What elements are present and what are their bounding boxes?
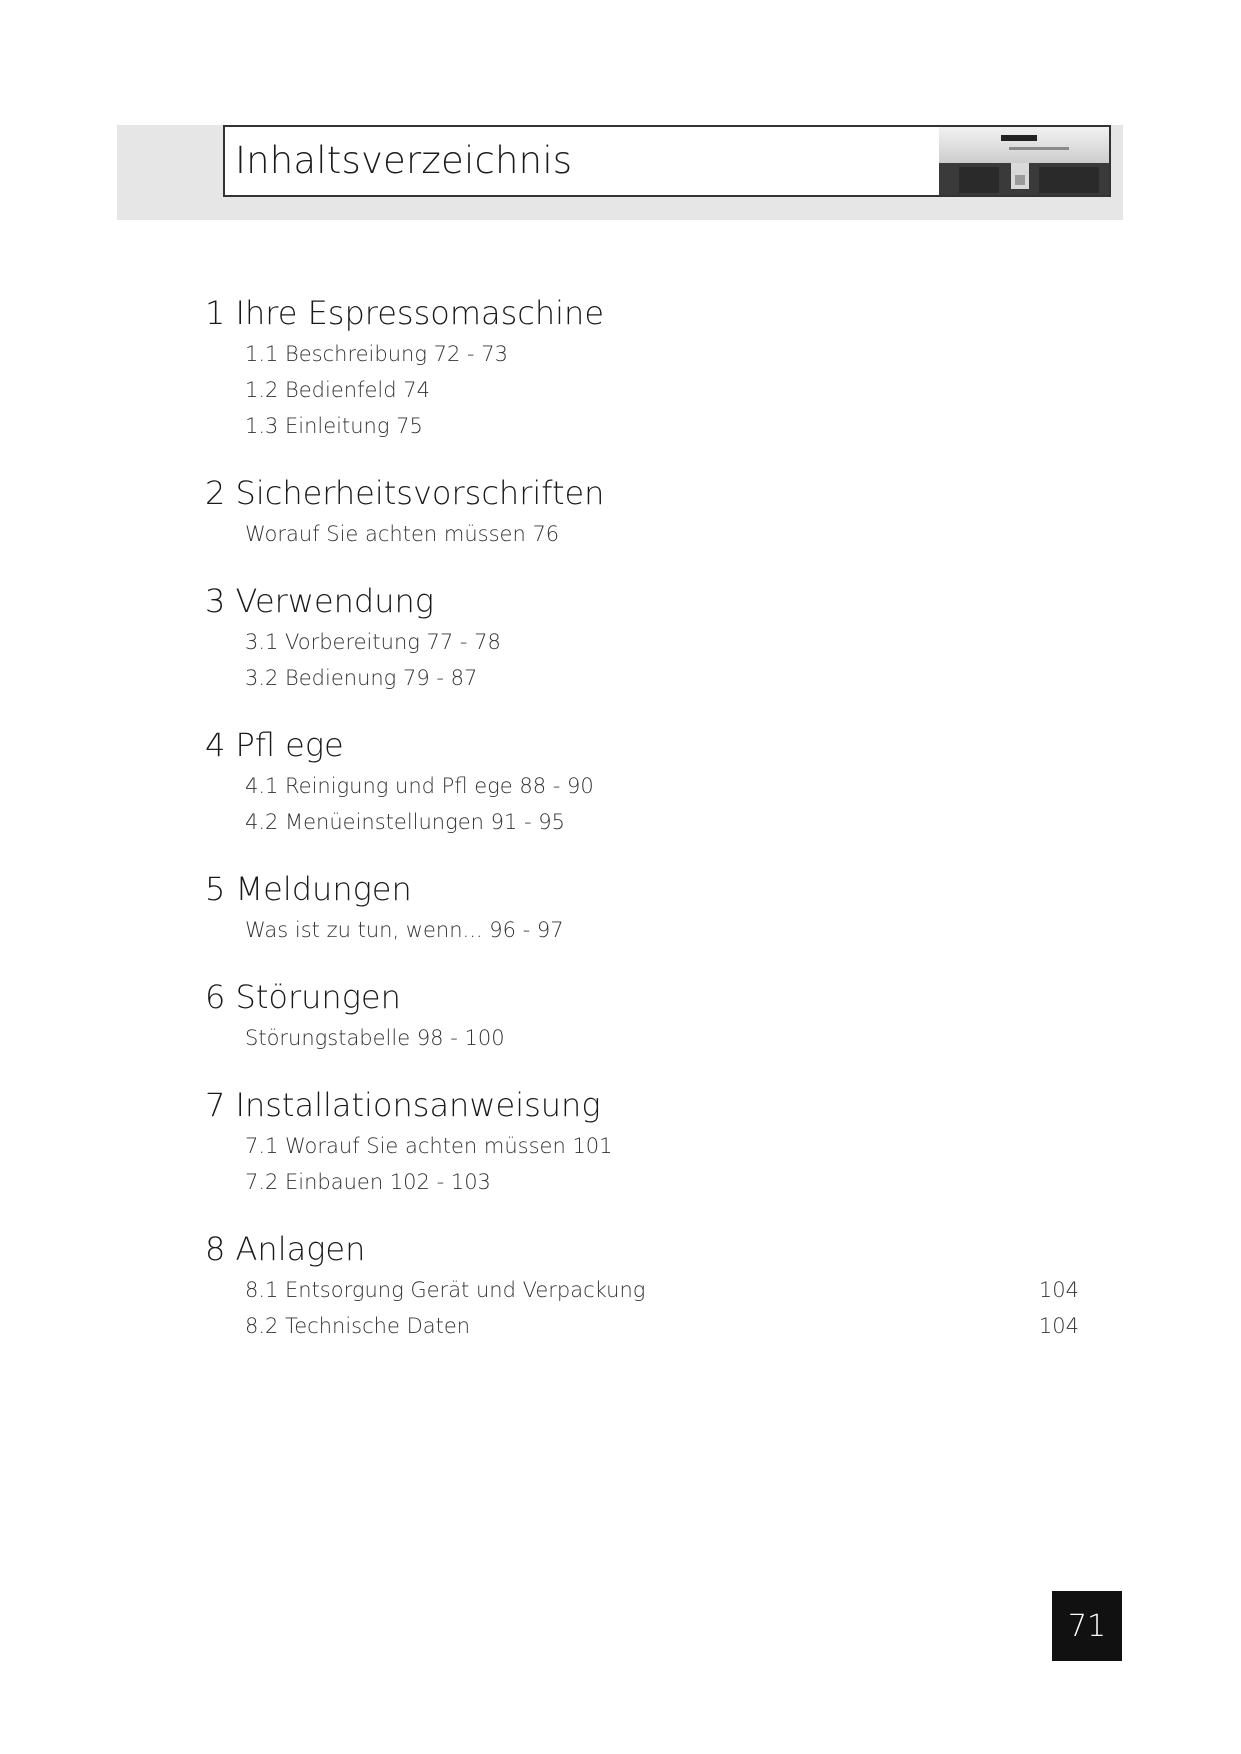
chapter-title[interactable]: 5 Meldungen <box>205 870 412 908</box>
chapter-title[interactable]: 1 Ihre Espressomaschine <box>205 294 605 332</box>
chapter-title[interactable]: 4 Pfl ege <box>205 726 344 764</box>
title-box <box>223 125 1111 197</box>
toc-entry[interactable]: 1.2 Bedienfeld 74 <box>245 378 430 402</box>
toc-entry[interactable]: Störungstabelle 98 - 100 <box>245 1026 505 1050</box>
chapter-title[interactable]: 3 Verwendung <box>205 582 434 620</box>
chapter-title[interactable]: 7 Installationsanweisung <box>205 1086 601 1124</box>
toc-entry[interactable]: 3.1 Vorbereitung 77 - 78 <box>245 630 501 654</box>
chapter-title[interactable]: 8 Anlagen <box>205 1230 366 1268</box>
toc-entry[interactable]: Was ist zu tun, wenn... 96 - 97 <box>245 918 564 942</box>
toc-entry[interactable]: 4.1 Reinigung und Pfl ege 88 - 90 <box>245 774 594 798</box>
page-title: Inhaltsverzeichnis <box>235 139 573 182</box>
toc-entry[interactable]: 1.3 Einleitung 75 <box>245 414 423 438</box>
toc-entry[interactable]: 3.2 Bedienung 79 - 87 <box>245 666 478 690</box>
toc-entry[interactable]: 8.2 Technische Daten <box>245 1314 471 1338</box>
toc-entry-page: 104 <box>1038 1278 1079 1302</box>
toc-entry[interactable]: 4.2 Menüeinstellungen 91 - 95 <box>245 810 565 834</box>
page-number: 71 <box>1052 1591 1122 1661</box>
toc-entry[interactable]: Worauf Sie achten müssen 76 <box>245 522 560 546</box>
toc-entry-page: 104 <box>1038 1314 1079 1338</box>
chapter-title[interactable]: 6 Störungen <box>205 978 401 1016</box>
espresso-machine-icon <box>939 127 1109 195</box>
chapter-title[interactable]: 2 Sicherheitsvorschriften <box>205 474 605 512</box>
toc-entry[interactable]: 8.1 Entsorgung Gerät und Verpackung <box>245 1278 646 1302</box>
toc-entry[interactable]: 7.1 Worauf Sie achten müssen 101 <box>245 1134 613 1158</box>
toc-entry[interactable]: 1.1 Beschreibung 72 - 73 <box>245 342 508 366</box>
toc-entry[interactable]: 7.2 Einbauen 102 - 103 <box>245 1170 491 1194</box>
